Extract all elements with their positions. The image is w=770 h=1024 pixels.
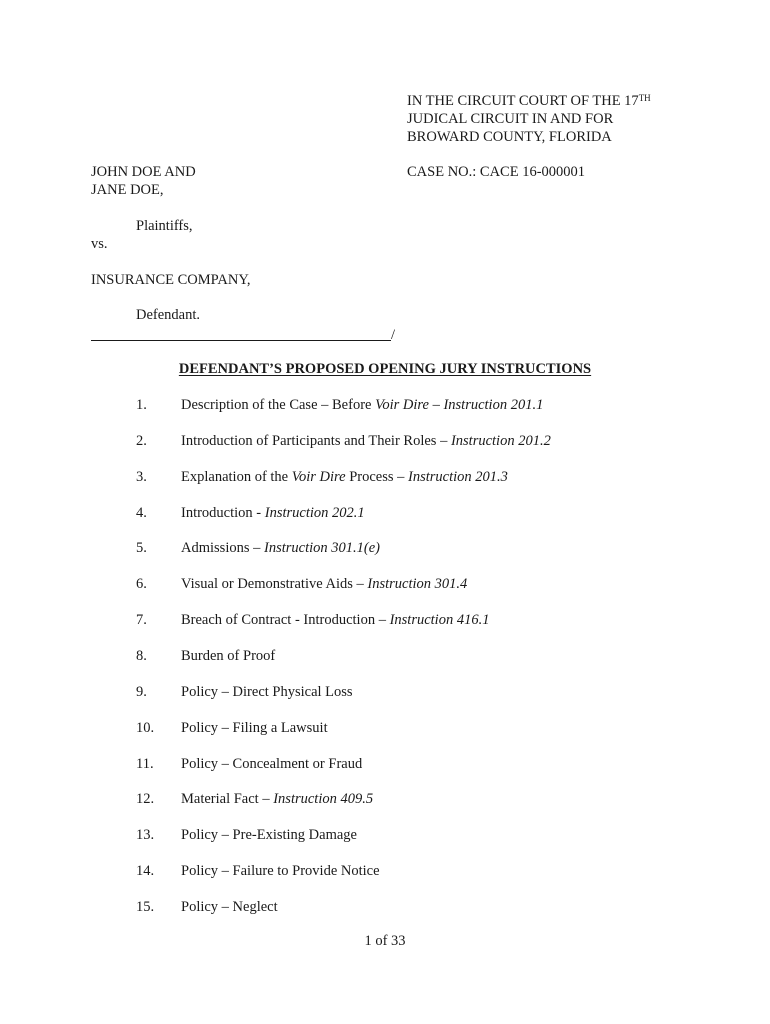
instruction-number: 3. [136,469,147,485]
instruction-text-part: Process – [345,469,409,485]
instruction-text-italic: Instruction 301.1(e) [264,540,380,556]
instruction-text [181,863,380,880]
caption-divider-line [91,340,391,341]
versus-label: vs. [91,236,108,252]
defendant-name: INSURANCE COMPANY, [91,272,251,288]
instruction-text-italic: Instruction 201.2 [450,433,551,449]
instruction-text-part: Visual or Demonstrative Aids – [181,576,368,592]
instruction-text-part: Policy – Failure to Provide Notice [181,863,380,879]
instruction-number: 12. [136,791,155,807]
instruction-text [181,576,467,593]
instruction-text-part: Policy – Neglect [181,899,278,915]
instruction-text-part: Description of the Case – Before [181,397,376,413]
instruction-text-part: Policy – Direct Physical Loss [181,684,353,700]
instruction-number: 8. [136,648,147,664]
instruction-text [181,612,489,629]
instruction-text-part: – [428,397,444,413]
instruction-text [181,791,373,808]
court-line-1 [407,92,651,110]
instruction-number: 9. [136,684,147,700]
instruction-text-italic: Instruction 202.1 [264,505,365,521]
instruction-text-italic: Instruction 409.5 [273,791,374,807]
court-line-3: BROWARD COUNTY, FLORIDA [407,129,612,145]
instruction-number: 14. [136,863,155,879]
instruction-number: 6. [136,576,147,592]
instruction-number: 7. [136,612,147,628]
instruction-text-part: Explanation of the [181,469,292,485]
instruction-text [181,720,328,737]
case-number: CASE NO.: CACE 16-000001 [407,164,586,180]
plaintiff-line-1: JOHN DOE AND [91,164,196,180]
instruction-text-part: Policy – Filing a Lawsuit [181,720,328,736]
instruction-text-italic: Instruction 201.3 [408,469,508,485]
instruction-text [181,827,357,844]
instruction-text-part: Introduction of Participants and Their Roles – [181,433,451,449]
instruction-number: 11. [136,756,154,772]
instruction-text-italic: Instruction 416.1 [389,612,490,628]
instruction-text-italic: Instruction 301.4 [367,576,468,592]
court-line-2: JUDICAL CIRCUIT IN AND FOR [407,111,614,127]
instruction-text [181,505,365,522]
page-number: 1 of 33 [364,933,406,949]
instruction-text [181,684,353,701]
instruction-text-part: Burden of Proof [181,648,276,664]
instruction-text [181,433,551,450]
plaintiff-line-2: JANE DOE, [91,182,164,198]
instruction-text-italic: Instruction 201.1 [443,397,544,413]
instruction-text-part: Material Fact – [181,791,274,807]
instruction-number: 4. [136,505,147,521]
instruction-text [181,899,278,916]
instruction-text-part: Breach of Contract - Introduction – [181,612,390,628]
instruction-text [181,540,380,557]
instruction-text-part: Introduction - [181,505,265,521]
caption-divider-slash: / [391,327,396,343]
instruction-text [181,469,508,486]
instruction-text-part: Policy – Concealment or Fraud [181,756,363,772]
instruction-text-part: Policy – Pre-Existing Damage [181,827,357,843]
instruction-text-italic: Voir Dire [375,397,429,413]
instruction-number: 5. [136,540,147,556]
court-line-1-text: IN THE CIRCUIT COURT OF THE 17 [407,93,639,109]
plaintiffs-role: Plaintiffs, [136,218,193,234]
court-ordinal-suffix: TH [638,93,651,103]
instruction-number: 2. [136,433,147,449]
instruction-text [181,648,275,665]
instruction-number: 10. [136,720,155,736]
instruction-text-part: Admissions – [181,540,264,556]
instruction-text [181,397,543,414]
instruction-number: 1. [136,397,147,413]
instruction-number: 13. [136,827,155,843]
document-title: DEFENDANT’S PROPOSED OPENING JURY INSTRUCTIONS [178,361,592,377]
instruction-text [181,756,362,773]
instruction-text-italic: Voir Dire [291,469,346,485]
defendant-role: Defendant. [136,307,201,323]
instruction-number: 15. [136,899,155,915]
